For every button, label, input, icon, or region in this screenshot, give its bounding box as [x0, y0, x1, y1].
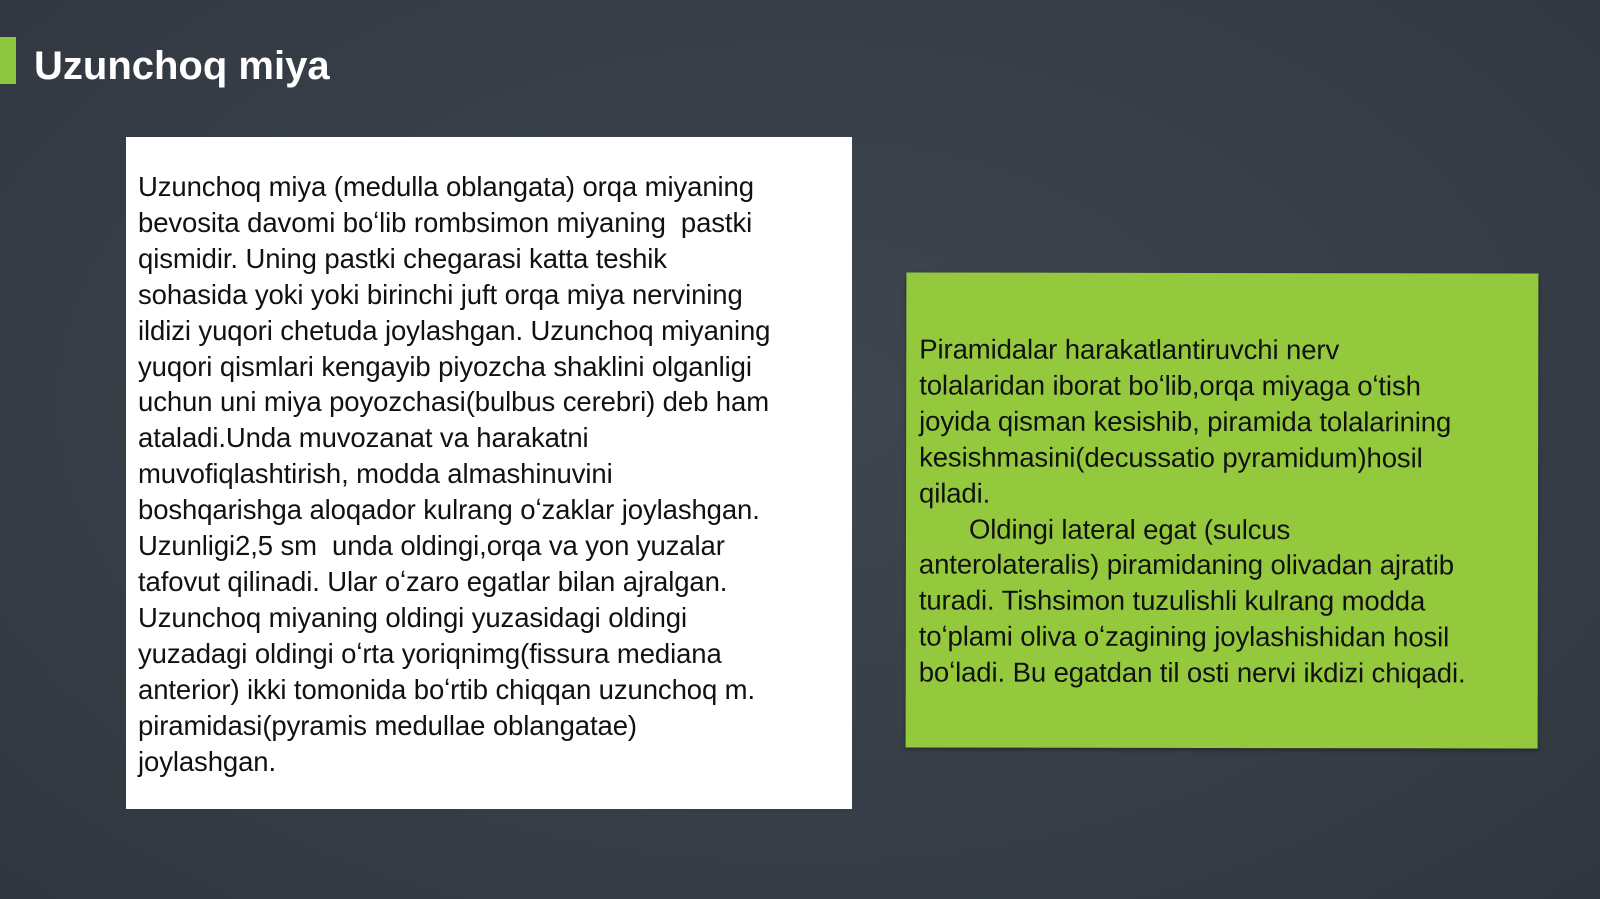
- text-line: anterolateralis) piramidaning olivadan ajratib: [918, 548, 1454, 581]
- title-accent-bar: [0, 37, 16, 84]
- text-line: anterior) ikki tomonida boʻrtib chiqqan uzunchoq m.: [138, 673, 756, 705]
- slide-title: Uzunchoq miya: [34, 44, 330, 88]
- text-line: boshqarishga aloqador kulrang oʻzaklar joylashgan.: [138, 494, 760, 526]
- text-line: uchun uni miya poyozchasi(bulbus cerebri) deb ham: [138, 386, 769, 418]
- text-line: qismidir. Uning pastki chegarasi katta teshik: [138, 242, 667, 274]
- text-line: qiladi.: [919, 477, 991, 509]
- text-line: joyida qisman kesishib, piramida tolalarining: [919, 405, 1452, 438]
- text-line: yuzadagi oldingi oʻrta yoriqnimg(fissura mediana: [138, 637, 722, 669]
- text-line: tolalaridan iborat boʻlib,orqa miyaga oʻtish: [919, 369, 1421, 402]
- text-line: muvofiqlashtirish, modda almashinuvini: [138, 458, 613, 490]
- text-line: kesishmasini(decussatio pyramidum)hosil: [919, 441, 1423, 474]
- text-line: piramidasi(pyramis medullae oblangatae): [138, 709, 637, 741]
- pyramids-description-box: [906, 272, 1539, 748]
- medulla-description-box: [126, 137, 852, 809]
- pyramids-description-text: [919, 331, 1533, 691]
- text-line: turadi. Tishsimon tuzulishli kulrang modda: [918, 584, 1426, 617]
- text-line: Piramidalar harakatlantiruvchi nerv: [919, 333, 1340, 366]
- text-line: tafovut qilinadi. Ular oʻzaro egatlar bilan ajralgan.: [138, 565, 728, 597]
- text-line: Uzunchoq miya (medulla oblangata) orqa miyaning: [138, 171, 754, 202]
- text-line: sohasida yoki yoki birinchi juft orqa miya nervining: [138, 278, 743, 310]
- text-line: joylashgan.: [138, 745, 277, 777]
- text-line: toʻplami oliva oʻzagining joylashishidan hosil: [918, 620, 1450, 653]
- text-line: Uzunligi2,5 sm unda oldingi,orqa va yon yuzalar: [138, 530, 725, 562]
- text-line: Oldingi lateral egat (sulcus: [968, 513, 1291, 545]
- medulla-description-text: [138, 169, 842, 779]
- text-line: Uzunchoq miyaning oldingi yuzasidagi oldingi: [138, 601, 687, 633]
- text-line: yuqori qismlari kengayib piyozcha shaklini olganligi: [138, 350, 752, 382]
- text-line: bevosita davomi boʻlib rombsimon miyaning pastki: [138, 206, 753, 238]
- text-line: boʻladi. Bu egatdan til osti nervi ikdizi chiqadi.: [918, 656, 1466, 689]
- text-line: ildizi yuqori chetuda joylashgan. Uzunchoq miyaning: [138, 314, 771, 346]
- text-line: ataladi.Unda muvozanat va harakatni: [138, 422, 589, 454]
